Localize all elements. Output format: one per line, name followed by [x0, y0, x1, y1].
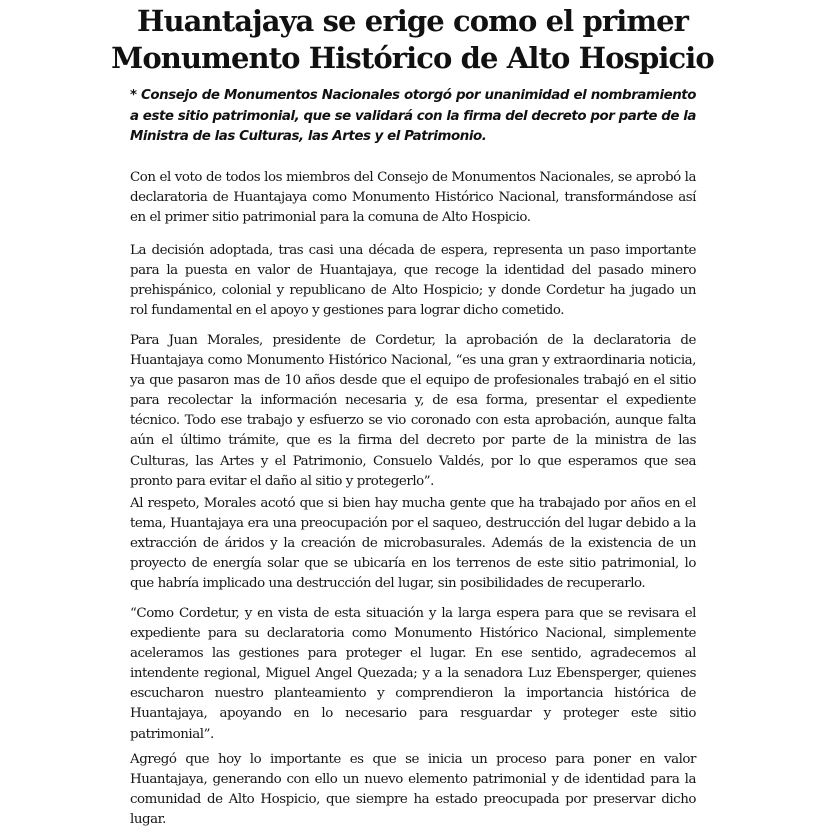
body-paragraph-2: La decisión adoptada, tras casi una década de espera, representa un paso importante para la puesta en valor de Huantajaya, que recoge la identidad del pasado minero prehispánico, colonial y republicano de Alto Hospicio; y donde Cordetur ha jugado un rol fundamental en el apoyo y gestiones para lograr dicho cometido. — [130, 243, 696, 319]
lead-summary: * Consejo de Monumentos Nacionales otorgó por unanimidad el nombramiento a este sitio patrimonial, que se validará con la firma del decreto por parte de la Ministra de las Culturas, las Artes y el Patrimonio. — [130, 88, 696, 144]
body-paragraph-6: Agregó que hoy lo importante es que se inicia un proceso para poner en valor Huantajaya, generando con ello un nuevo elemento patrimonial y de identidad para la comunidad de Alto Hospicio, que siempre ha estado preocupada por preservar dicho lugar. — [130, 752, 696, 828]
page-title — [60, 3, 765, 77]
body-paragraph-1: Con el voto de todos los miembros del Consejo de Monumentos Nacionales, se aprobó la declaratoria de Huantajaya como Monumento Histórico Nacional, transformándose así en el primer sitio patrimonial para la comuna de Alto Hospicio. — [130, 170, 696, 226]
title-line-2: Monumento Histórico de Alto Hospicio — [111, 41, 714, 75]
body-paragraph-5: “Como Cordetur, y en vista de esta situación y la larga espera para que se revisara el expediente para su declaratoria como Monumento Histórico Nacional, simplemente aceleramos las gestiones para proteger el lugar. En ese sentido, agradecemos al intendente regional, Miguel Angel Quezada; y a la senadora Luz Ebensperger, quienes escucharon nuestro planteamiento y comprendieron la importancia histórica de Huantajaya, apoyando en lo necesario para resguardar y proteger este sitio patrimonial”. — [130, 606, 696, 742]
body-paragraph-3: Para Juan Morales, presidente de Cordetur, la aprobación de la declaratoria de Huantajaya como Monumento Histórico Nacional, “es una gran y extraordinaria noticia, ya que pasaron mas de 10 años desde que el equipo de profesionales trabajó en el sitio para recolectar la información necesaria y, de esa forma, presentar el expediente técnico. Todo ese trabajo y esfuerzo se vio coronado con esta aprobación, aunque falta aún el último trámite, que es la firma del decreto por parte de la ministra de las Culturas, las Artes y el Patrimonio, Consuelo Valdés, por lo que esperamos que sea pronto para evitar el daño al sitio y protegerlo”. — [130, 333, 696, 489]
body-paragraph-4: Al respeto, Morales acotó que si bien hay mucha gente que ha trabajado por años en el tema, Huantajaya era una preocupación por el saqueo, destrucción del lugar debido a la extracción de áridos y la creación de microbasurales. Además de la existencia de un proyecto de energía solar que se ubicaría en los terrenos de este sitio patrimonial, lo que habría implicado una destrucción del lugar, sin posibilidades de recuperarlo. — [130, 496, 696, 592]
title-line-1: Huantajaya se erige como el primer — [136, 4, 689, 38]
